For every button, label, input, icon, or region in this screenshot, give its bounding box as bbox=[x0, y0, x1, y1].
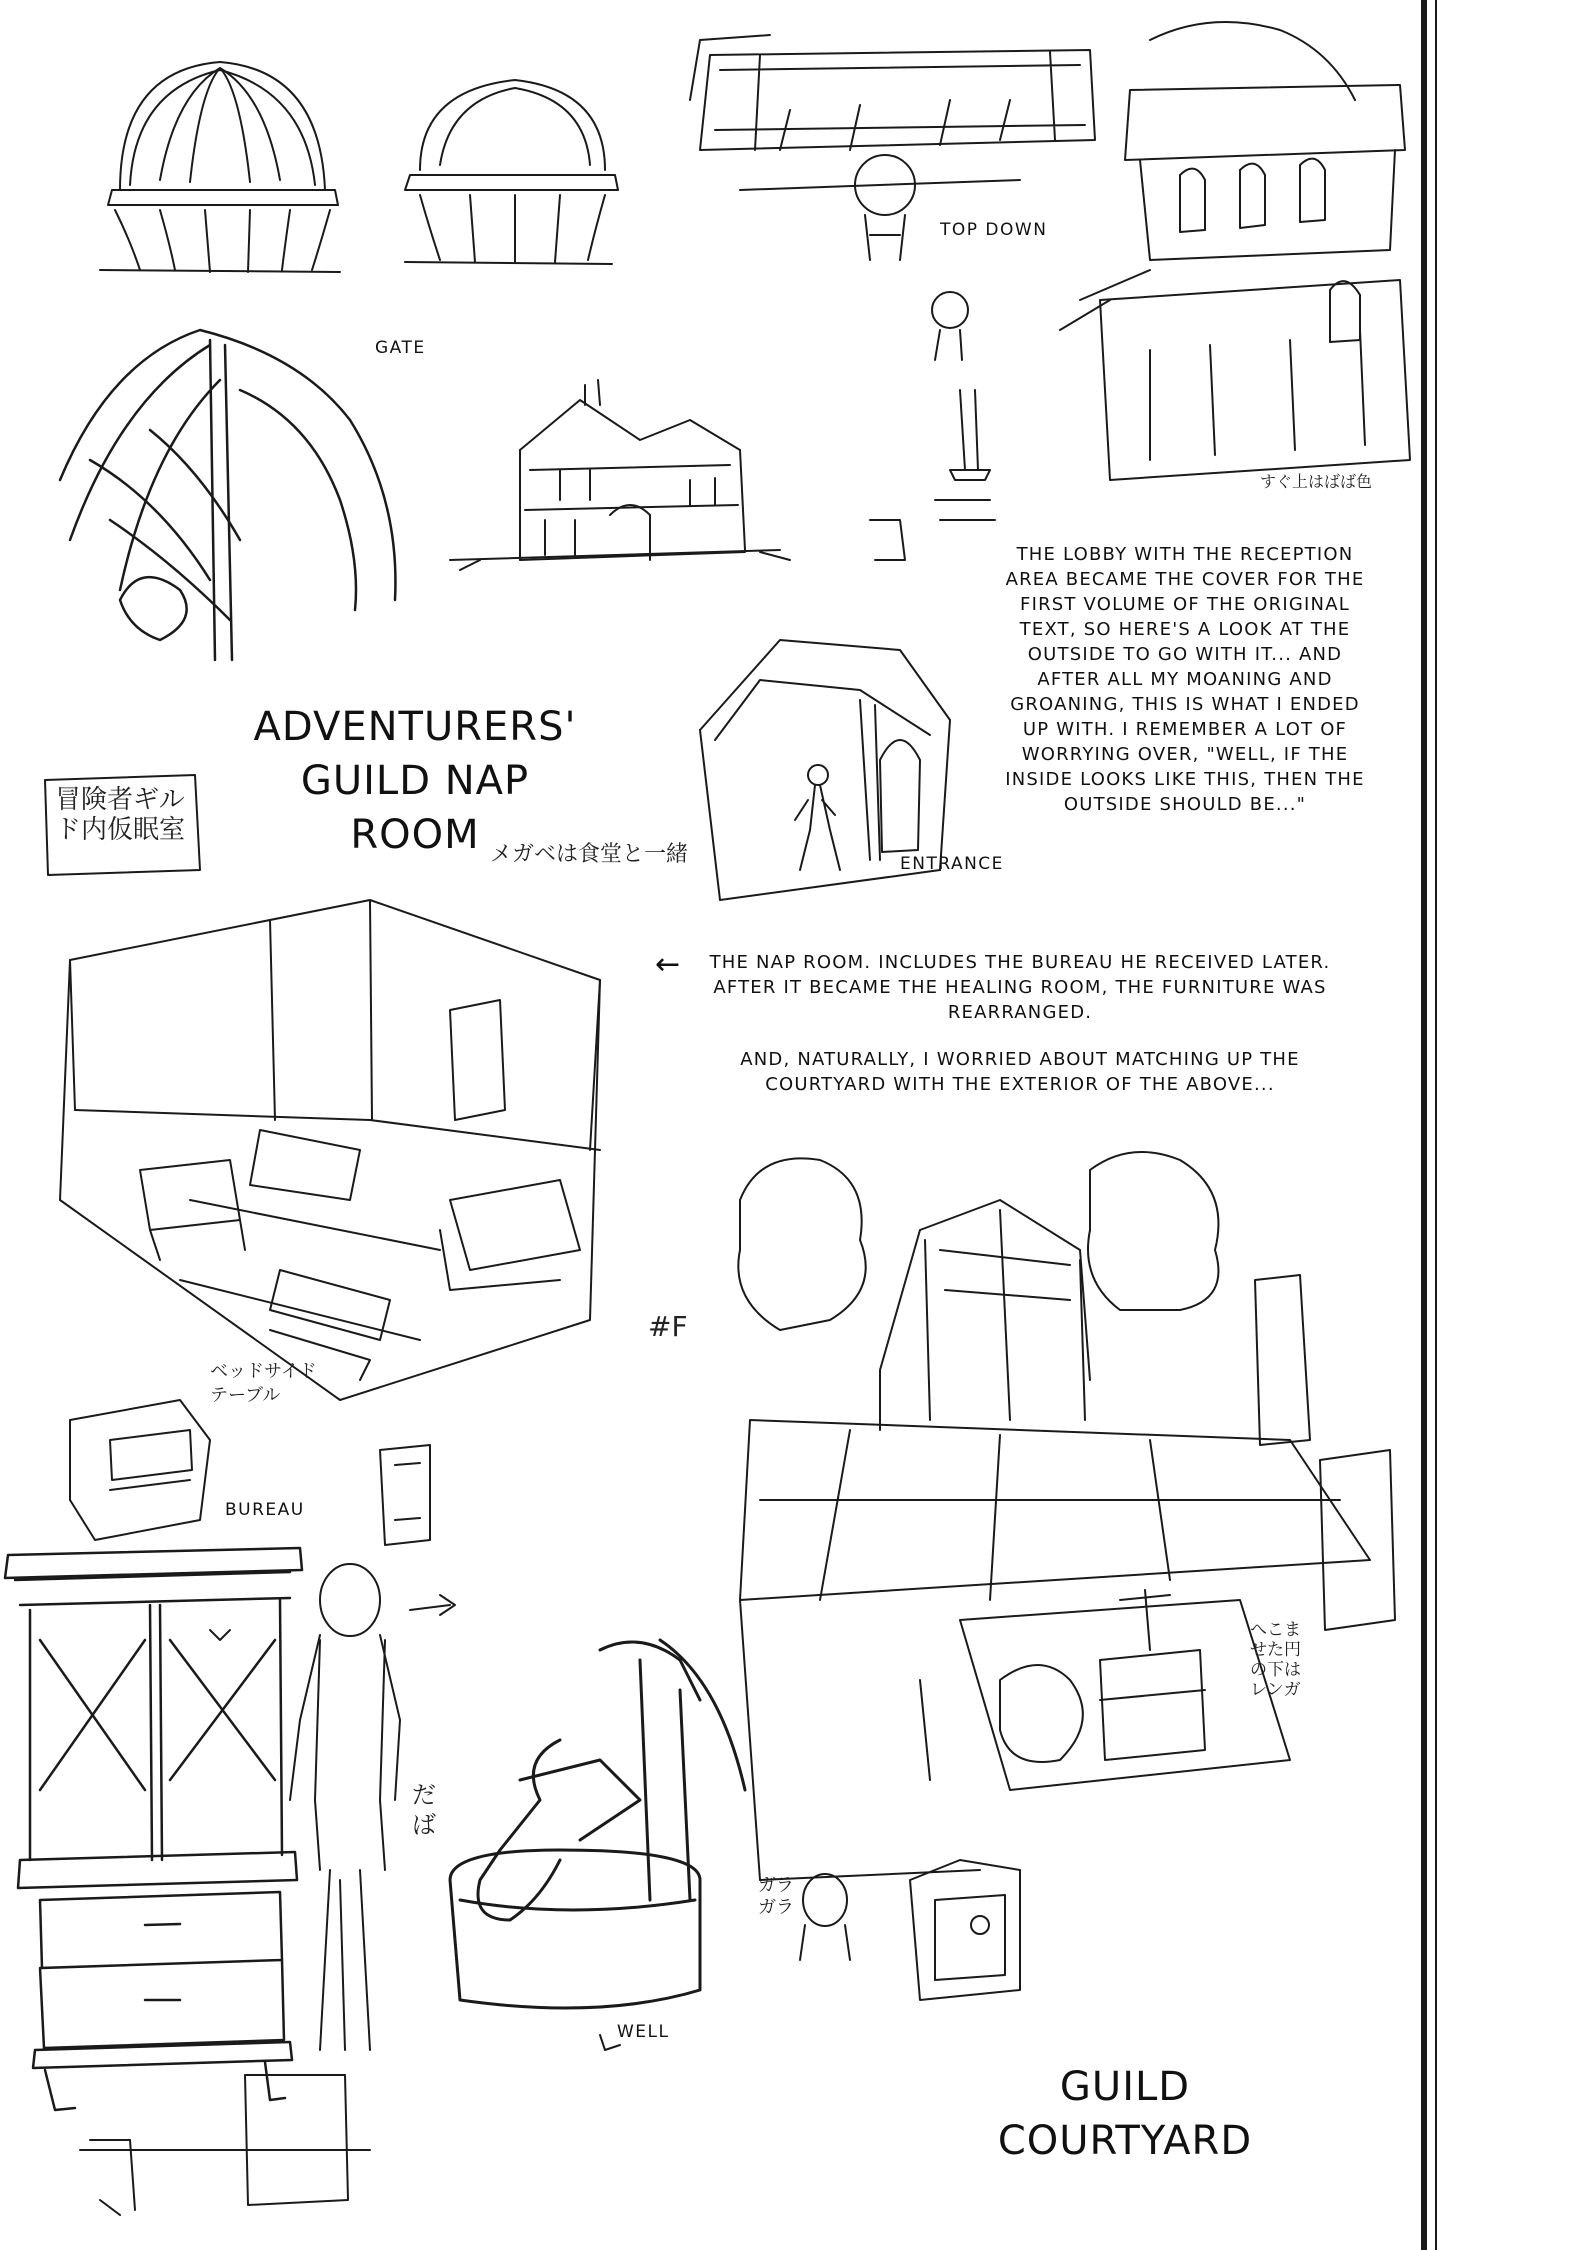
nap-room-courtyard-notes bbox=[700, 950, 1340, 1119]
well-pump-sketch bbox=[450, 1640, 745, 2008]
well-note-handwritten: だば bbox=[412, 1781, 436, 1839]
nap-room-title-line2: GUILD NAP ROOM bbox=[300, 758, 530, 858]
well-label: WELL bbox=[617, 2022, 670, 2042]
entrance-label: ENTRANCE bbox=[900, 854, 1004, 874]
courtyard-mark-handwritten: #F bbox=[648, 1310, 688, 1343]
bureau-sketch bbox=[5, 1548, 302, 2110]
room-label-handwritten: 冒険者ギルド内仮眠室 bbox=[55, 785, 186, 845]
pointer-arrows bbox=[210, 1630, 620, 2050]
courtyard-note-handwritten: へこませた円の下はレンガ bbox=[1250, 1620, 1301, 1700]
courtyard-title bbox=[990, 2060, 1260, 2168]
courtyard-title-line1: GUILD bbox=[1059, 2064, 1191, 2110]
dome-sketch-1 bbox=[100, 62, 340, 272]
small-cabinet-sketch bbox=[80, 2075, 370, 2215]
dome-sketch-2 bbox=[405, 80, 618, 264]
courtyard-note: AND, NATURALLY, I WORRIED ABOUT MATCHING UP THE COURTYARD WITH THE EXTERIOR OF THE ABOVE... bbox=[740, 1049, 1300, 1095]
tower-building-sketch bbox=[932, 22, 1410, 480]
courtyard-sketch bbox=[738, 1152, 1395, 1880]
nap-room-note: THE NAP ROOM. INCLUDES THE BUREAU HE RECEIVED LATER. AFTER IT BECAME THE HEALING ROOM, THE FURNITURE WAS REARRANGED. bbox=[709, 952, 1331, 1023]
nap-room-title bbox=[230, 700, 600, 862]
gate-sketch bbox=[60, 330, 395, 660]
courtyard-figure-sketch bbox=[800, 1860, 1020, 2000]
room-note-handwritten: メガベは食堂と一緒 bbox=[490, 842, 689, 867]
top-down-label: TOP DOWN bbox=[940, 220, 1048, 240]
well-note2-handwritten: ガラガラ bbox=[758, 1875, 794, 1918]
courtyard-title-line2: COURTYARD bbox=[997, 2118, 1253, 2164]
bureau-note-handwritten: ベッドサイドテーブル bbox=[210, 1361, 317, 1406]
guild-building-sketch bbox=[450, 380, 790, 570]
page-border bbox=[1424, 0, 1436, 2250]
gate-label: GATE bbox=[375, 338, 426, 358]
nap-room-interior-sketch bbox=[60, 900, 600, 1400]
lobby-note: THE LOBBY WITH THE RECEPTION AREA BECAME THE COVER FOR THE FIRST VOLUME OF THE ORIGINAL TEXT, SO HERE'S A LOOK AT THE OUTSIDE TO GO WITH IT... AND AFTER ALL MY MOANING AND GROANING, THIS IS WHAT I ENDED UP WITH. I REMEMBER A LOT OF WORRYING OVER, "WELL, IF THE INSIDE LOOKS LIKE THIS, THEN THE OUTSIDE SHOULD BE..." bbox=[1005, 544, 1365, 815]
left-arrow-icon: ← bbox=[655, 947, 681, 982]
lamp-post-sketch bbox=[870, 390, 995, 560]
bedside-table-sketch bbox=[70, 1400, 430, 1545]
nap-room-title-line1: ADVENTURERS' bbox=[253, 704, 577, 750]
bureau-label: BUREAU bbox=[225, 1500, 305, 1520]
sketch-note-handwritten: すぐ上はばば色 bbox=[1260, 472, 1373, 491]
